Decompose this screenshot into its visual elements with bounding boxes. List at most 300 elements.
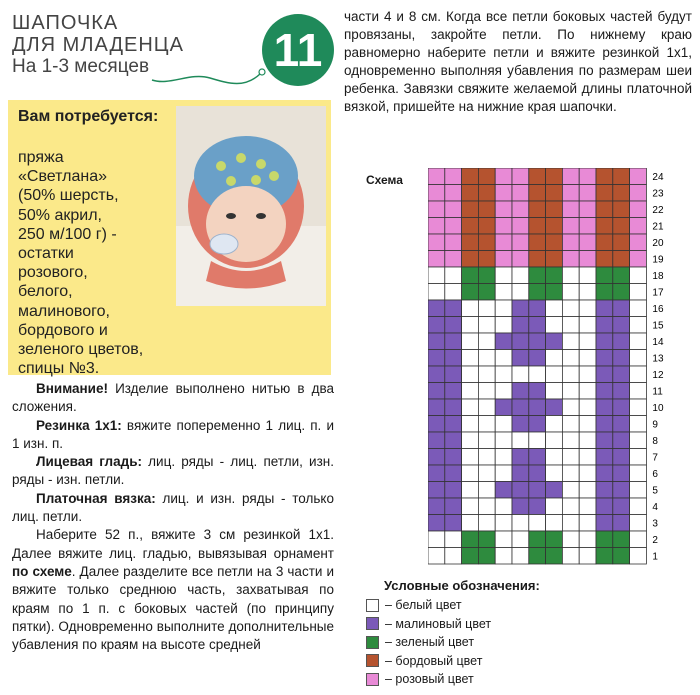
chart-cell	[596, 432, 613, 449]
chart-cell	[462, 449, 479, 466]
chart-cell	[546, 366, 563, 383]
chart-cell	[613, 218, 630, 235]
chart-cell	[462, 482, 479, 499]
chart-cell	[596, 267, 613, 284]
chart-cell	[428, 350, 445, 367]
chart-cell	[613, 267, 630, 284]
legend-item	[366, 634, 474, 650]
chart-cell	[579, 168, 596, 185]
chart-cell	[478, 185, 495, 202]
chart-cell	[495, 333, 512, 350]
chart-cell	[579, 333, 596, 350]
chart-cell	[613, 449, 630, 466]
chart-cell	[512, 465, 529, 482]
chart-cell	[445, 350, 462, 367]
chart-cell	[630, 482, 647, 499]
title-line-2: ДЛЯ МЛАДЕНЦА	[12, 34, 184, 56]
chart-cell	[546, 383, 563, 400]
chart-cell	[579, 317, 596, 334]
chart-cell	[462, 234, 479, 251]
materials-line: пряжа	[18, 149, 64, 166]
chart-cell	[562, 416, 579, 433]
chart-cell	[428, 185, 445, 202]
chart-cell	[613, 432, 630, 449]
chart-cell	[630, 531, 647, 548]
chart-cell	[630, 449, 647, 466]
chart-cell	[478, 350, 495, 367]
materials-line: спицы №3.	[18, 360, 100, 378]
row-number-label: 19	[652, 254, 664, 266]
decorative-swirl-icon	[150, 52, 280, 92]
chart-cell	[546, 531, 563, 548]
chart-cell	[445, 218, 462, 235]
chart-cell	[529, 267, 546, 284]
chart-cell	[478, 317, 495, 334]
chart-cell	[445, 482, 462, 499]
chart-cell	[512, 366, 529, 383]
legend-item	[366, 597, 462, 613]
chart-cell	[512, 399, 529, 416]
chart-cell	[596, 548, 613, 565]
chart-cell	[579, 482, 596, 499]
row-number-label: 9	[652, 419, 658, 431]
chart-cell	[462, 201, 479, 218]
chart-cell	[529, 333, 546, 350]
chart-cell	[445, 449, 462, 466]
chart-cell	[462, 284, 479, 301]
chart-cell	[596, 449, 613, 466]
chart-cell	[630, 383, 647, 400]
chart-cell	[462, 515, 479, 532]
chart-cell	[546, 317, 563, 334]
chart-cell	[529, 218, 546, 235]
chart-cell	[428, 333, 445, 350]
chart-cell	[495, 284, 512, 301]
chart-cell	[512, 449, 529, 466]
row-number-label: 3	[652, 518, 658, 530]
chart-cell	[462, 416, 479, 433]
chart-cell	[445, 267, 462, 284]
chart-cell	[579, 449, 596, 466]
chart-cell	[495, 399, 512, 416]
chart-cell	[445, 185, 462, 202]
chart-cell	[428, 449, 445, 466]
chart-cell	[630, 432, 647, 449]
chart-cell	[596, 482, 613, 499]
chart-cell	[478, 366, 495, 383]
chart-cell	[428, 383, 445, 400]
chart-cell	[462, 548, 479, 565]
chart-cell	[630, 168, 647, 185]
chart-cell	[529, 548, 546, 565]
stockinette-paragraph: Лицевая гладь: лиц. ряды - лиц. петли, изн. ряды - изн. петли.	[12, 454, 334, 488]
chart-cell	[546, 201, 563, 218]
chart-cell	[546, 498, 563, 515]
chart-cell	[613, 251, 630, 268]
chart-cell	[562, 267, 579, 284]
chart-cell	[546, 399, 563, 416]
chart-cell	[529, 350, 546, 367]
chart-cell	[579, 251, 596, 268]
chart-cell	[495, 218, 512, 235]
chart-cell	[478, 234, 495, 251]
chart-cell	[579, 300, 596, 317]
chart-cell	[613, 300, 630, 317]
chart-cell	[613, 168, 630, 185]
chart-cell	[562, 399, 579, 416]
chart-cell	[630, 201, 647, 218]
chart-cell	[478, 383, 495, 400]
chart-cell	[495, 449, 512, 466]
chart-cell	[579, 234, 596, 251]
chart-cell	[579, 383, 596, 400]
chart-cell	[428, 416, 445, 433]
chart-cell	[512, 185, 529, 202]
legend-label: – розовый цвет	[385, 672, 474, 686]
chart-cell	[579, 366, 596, 383]
chart-cell	[529, 482, 546, 499]
chart-cell	[445, 399, 462, 416]
chart-cell	[630, 548, 647, 565]
chart-cell	[428, 515, 445, 532]
row-number-label: 2	[652, 534, 658, 546]
baby-photo	[176, 106, 326, 306]
chart-cell	[512, 548, 529, 565]
chart-cell	[562, 333, 579, 350]
chart-cell	[562, 531, 579, 548]
chart-cell	[428, 201, 445, 218]
chart-cell	[562, 168, 579, 185]
chart-cell	[596, 333, 613, 350]
chart-cell	[613, 383, 630, 400]
chart-cell	[512, 300, 529, 317]
chart-cell	[495, 185, 512, 202]
chart-cell	[630, 284, 647, 301]
legend-label: – белый цвет	[385, 598, 462, 612]
chart-cell	[428, 482, 445, 499]
chart-cell	[478, 251, 495, 268]
knitting-chart	[428, 168, 688, 572]
chart-cell	[428, 432, 445, 449]
chart-cell	[613, 399, 630, 416]
materials-line: розового,	[18, 264, 88, 282]
chart-cell	[546, 234, 563, 251]
chart-cell	[630, 234, 647, 251]
row-number-label: 5	[652, 485, 658, 497]
row-number-label: 20	[652, 237, 664, 249]
chart-cell	[445, 366, 462, 383]
chart-cell	[630, 300, 647, 317]
chart-cell	[445, 300, 462, 317]
legend-swatch	[366, 599, 379, 612]
chart-cell	[562, 465, 579, 482]
chart-cell	[546, 251, 563, 268]
chart-cell	[529, 317, 546, 334]
chart-cell	[562, 498, 579, 515]
chart-cell	[579, 284, 596, 301]
chart-cell	[478, 449, 495, 466]
chart-cell	[562, 251, 579, 268]
chart-cell	[613, 366, 630, 383]
chart-cell	[462, 465, 479, 482]
chart-cell	[512, 416, 529, 433]
chart-cell	[562, 515, 579, 532]
chart-cell	[462, 185, 479, 202]
chart-cell	[630, 515, 647, 532]
chart-cell	[495, 515, 512, 532]
number-badge: 11	[262, 14, 334, 86]
rib-paragraph: Резинка 1x1: вяжите попеременно 1 лиц. п. и 1 изн. п.	[12, 417, 334, 451]
chart-cell	[613, 333, 630, 350]
chart-cell	[596, 399, 613, 416]
chart-cell	[512, 201, 529, 218]
chart-cell	[478, 531, 495, 548]
row-number-label: 4	[652, 501, 658, 513]
chart-cell	[495, 234, 512, 251]
chart-cell	[495, 498, 512, 515]
chart-cell	[512, 432, 529, 449]
chart-cell	[495, 482, 512, 499]
chart-cell	[478, 482, 495, 499]
chart-cell	[445, 201, 462, 218]
chart-cell	[562, 383, 579, 400]
chart-cell	[529, 185, 546, 202]
chart-cell	[478, 201, 495, 218]
chart-cell	[428, 317, 445, 334]
row-number-label: 17	[652, 287, 664, 299]
chart-cell	[630, 317, 647, 334]
chart-cell	[445, 251, 462, 268]
materials-line: бордового и зеленого цветов,	[18, 321, 144, 359]
chart-cell	[613, 185, 630, 202]
chart-cell	[529, 432, 546, 449]
chart-cell	[613, 284, 630, 301]
chart-cell	[579, 201, 596, 218]
chart-cell	[445, 284, 462, 301]
chart-cell	[512, 531, 529, 548]
legend-item	[366, 653, 482, 669]
chart-cell	[546, 416, 563, 433]
chart-cell	[579, 218, 596, 235]
legend-item	[366, 616, 491, 632]
chart-cell	[478, 515, 495, 532]
row-number-label: 14	[652, 336, 664, 348]
chart-cell	[596, 317, 613, 334]
chart-cell	[445, 548, 462, 565]
chart-cell	[462, 168, 479, 185]
chart-cell	[546, 267, 563, 284]
chart-cell	[495, 300, 512, 317]
chart-cell	[428, 548, 445, 565]
chart-cell	[495, 465, 512, 482]
chart-cell	[495, 201, 512, 218]
legend-title: Условные обозначения:	[384, 578, 540, 593]
chart-cell	[596, 218, 613, 235]
instructions-left	[12, 380, 334, 654]
chart-cell	[546, 168, 563, 185]
chart-cell	[478, 416, 495, 433]
subtitle: На 1-3 месяцев	[12, 56, 150, 77]
row-number-label: 7	[652, 452, 658, 464]
chart-cell	[562, 234, 579, 251]
chart-cell	[562, 350, 579, 367]
chart-cell	[495, 350, 512, 367]
chart-cell	[428, 465, 445, 482]
chart-cell	[428, 218, 445, 235]
chart-cell	[445, 432, 462, 449]
row-number-label: 15	[652, 320, 664, 332]
chart-cell	[445, 168, 462, 185]
legend-label: – малиновый цвет	[385, 616, 492, 631]
row-number-label: 11	[652, 386, 663, 398]
chart-cell	[579, 465, 596, 482]
chart-cell	[495, 267, 512, 284]
materials-line: 50% акрил,	[18, 206, 102, 224]
chart-cell	[529, 416, 546, 433]
chart-cell	[495, 317, 512, 334]
chart-cell	[428, 366, 445, 383]
chart-cell	[445, 234, 462, 251]
chart-cell	[579, 399, 596, 416]
chart-cell	[462, 432, 479, 449]
chart-cell	[596, 201, 613, 218]
chart-cell	[512, 317, 529, 334]
chart-cell	[495, 366, 512, 383]
chart-cell	[445, 531, 462, 548]
chart-cell	[478, 333, 495, 350]
chart-cell	[428, 251, 445, 268]
legend-label: – бордовый цвет	[385, 653, 483, 668]
chart-cell	[613, 482, 630, 499]
chart-cell	[596, 185, 613, 202]
chart-cell	[462, 350, 479, 367]
chart-cell	[512, 284, 529, 301]
chart-cell	[579, 350, 596, 367]
row-number-label: 21	[652, 221, 664, 233]
chart-cell	[445, 333, 462, 350]
chart-cell	[445, 465, 462, 482]
chart-cell	[630, 333, 647, 350]
chart-cell	[546, 465, 563, 482]
instructions-right: части 4 и 8 см. Когда все петли боковых частей будут провязаны, закройте петли. По нижнему краю равномерно наберите петли и вяжите резинкой 1x1, одновременно выполняя убавления по размерам шеи ребенка. Завязки свяжите желаемой длины платочной вязкой, пришейте на нижние края шапочки.	[344, 9, 692, 114]
chart-cell	[529, 515, 546, 532]
chart-cell	[445, 317, 462, 334]
row-number-label: 10	[652, 402, 664, 414]
chart-cell	[478, 548, 495, 565]
chart-cell	[630, 498, 647, 515]
chart-cell	[546, 333, 563, 350]
chart-cell	[596, 465, 613, 482]
chart-cell	[529, 300, 546, 317]
chart-cell	[428, 267, 445, 284]
chart-cell	[512, 482, 529, 499]
chart-cell	[428, 531, 445, 548]
chart-cell	[428, 168, 445, 185]
chart-cell	[579, 267, 596, 284]
chart-cell	[562, 300, 579, 317]
chart-cell	[529, 531, 546, 548]
chart-cell	[512, 498, 529, 515]
chart-cell	[613, 317, 630, 334]
chart-cell	[478, 218, 495, 235]
chart-cell	[428, 284, 445, 301]
chart-cell	[478, 168, 495, 185]
chart-cell	[579, 531, 596, 548]
chart-cell	[546, 449, 563, 466]
chart-cell	[596, 300, 613, 317]
chart-cell	[478, 432, 495, 449]
chart-cell	[462, 531, 479, 548]
chart-cell	[562, 185, 579, 202]
chart-cell	[613, 416, 630, 433]
chart-cell	[596, 168, 613, 185]
chart-cell	[596, 234, 613, 251]
chart-cell	[596, 383, 613, 400]
chart-cell	[428, 300, 445, 317]
legend-swatch	[366, 636, 379, 649]
garter-paragraph: Платочная вязка: лиц. и изн. ряды - только лиц. петли.	[12, 490, 334, 525]
chart-cell	[495, 432, 512, 449]
chart-cell	[579, 416, 596, 433]
row-number-label: 16	[652, 303, 664, 315]
main-paragraph: Наберите 52 п., вяжите 3 см резинкой 1x1. Далее вяжите лиц. гладью, вывязывая орнамент по схеме. Далее разделите все петли на 3 части и вяжите только среднюю часть, захватывая по краям по 1 п. с боковых частей (по принципу пятки). Одновременно выполните дополнительные убавления по краям на высоте средней	[12, 527, 334, 653]
chart-cell	[462, 317, 479, 334]
legend-swatch	[366, 617, 379, 630]
chart-cell	[596, 366, 613, 383]
chart-cell	[495, 531, 512, 548]
chart-cell	[613, 201, 630, 218]
chart-cell	[478, 284, 495, 301]
chart-cell	[478, 300, 495, 317]
chart-cell	[529, 201, 546, 218]
chart-cell	[596, 284, 613, 301]
chart-cell	[596, 416, 613, 433]
chart-cell	[495, 548, 512, 565]
chart-cell	[546, 300, 563, 317]
chart-cell	[529, 234, 546, 251]
chart-cell	[512, 168, 529, 185]
chart-cell	[512, 515, 529, 532]
chart-cell	[562, 432, 579, 449]
chart-cell	[562, 449, 579, 466]
chart-cell	[630, 350, 647, 367]
chart-cell	[630, 185, 647, 202]
chart-cell	[562, 482, 579, 499]
materials-line: остатки	[18, 245, 74, 263]
chart-cell	[613, 350, 630, 367]
chart-cell	[495, 416, 512, 433]
chart-cell	[512, 333, 529, 350]
materials-line: (50% шерсть,	[18, 187, 119, 205]
chart-cell	[462, 333, 479, 350]
chart-cell	[630, 267, 647, 284]
chart-cell	[562, 218, 579, 235]
chart-cell	[546, 432, 563, 449]
legend-item	[366, 671, 474, 687]
chart-cell	[546, 218, 563, 235]
chart-cell	[529, 465, 546, 482]
row-number-label: 12	[652, 369, 664, 381]
chart-cell	[562, 317, 579, 334]
chart-cell	[596, 498, 613, 515]
chart-cell	[562, 366, 579, 383]
chart-cell	[596, 251, 613, 268]
chart-cell	[546, 482, 563, 499]
chart-cell	[613, 531, 630, 548]
chart-cell	[613, 465, 630, 482]
chart-label: Схема	[366, 173, 403, 187]
chart-cell	[630, 399, 647, 416]
